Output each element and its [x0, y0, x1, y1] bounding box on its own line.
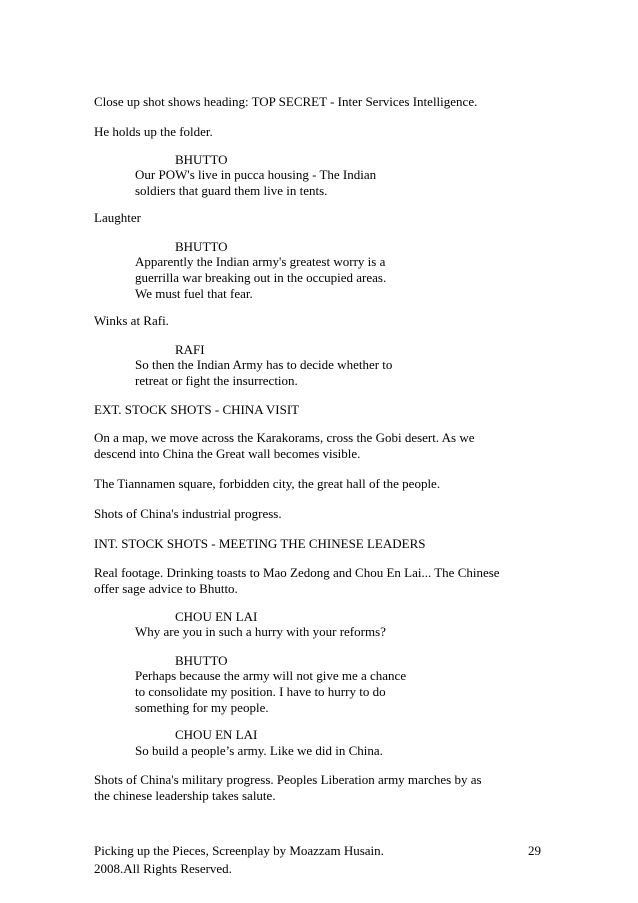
action-line: Shots of China's military progress. Peoples Liberation army marches by as: [94, 772, 482, 787]
character-name: CHOU EN LAI: [175, 609, 258, 624]
action-line: Laughter: [94, 210, 141, 225]
action-line: the chinese leadership takes salute.: [94, 788, 276, 803]
dialogue-line: Perhaps because the army will not give me a chance: [135, 668, 407, 683]
dialogue-line: Our POW's live in pucca housing - The Indian: [135, 167, 377, 182]
action-line: Shots of China's industrial progress.: [94, 506, 282, 521]
character-name: BHUTTO: [175, 653, 228, 668]
character-name: CHOU EN LAI: [175, 727, 258, 742]
action-line: He holds up the folder.: [94, 124, 213, 139]
page-footer: [94, 842, 384, 878]
action-line: offer sage advice to Bhutto.: [94, 581, 238, 596]
dialogue-line: We must fuel that fear.: [135, 286, 253, 301]
action-line: Winks at Rafi.: [94, 313, 169, 328]
dialogue-line: guerrilla war breaking out in the occupied areas.: [135, 270, 387, 285]
scene-heading: INT. STOCK SHOTS - MEETING THE CHINESE LEADERS: [94, 536, 426, 551]
dialogue-line: Apparently the Indian army's greatest worry is a: [135, 254, 386, 269]
footer-credit: Picking up the Pieces, Screenplay by Moazzam Husain.: [94, 843, 384, 858]
character-name: RAFI: [175, 342, 205, 357]
action-line: On a map, we move across the Karakorams, cross the Gobi desert. As we: [94, 430, 475, 445]
action-line: Real footage. Drinking toasts to Mao Zedong and Chou En Lai... The Chinese: [94, 565, 500, 580]
action-line: descend into China the Great wall becomes visible.: [94, 446, 361, 461]
dialogue-line: So build a people’s army. Like we did in China.: [135, 743, 383, 758]
dialogue-line: Why are you in such a hurry with your reforms?: [135, 624, 386, 639]
dialogue-line: retreat or fight the insurrection.: [135, 373, 298, 388]
dialogue-line: something for my people.: [135, 700, 269, 715]
scene-heading: EXT. STOCK SHOTS - CHINA VISIT: [94, 402, 300, 417]
dialogue-line: soldiers that guard them live in tents.: [135, 183, 328, 198]
action-line: Close up shot shows heading: TOP SECRET - Inter Services Intelligence.: [94, 94, 478, 109]
action-line: The Tiannamen square, forbidden city, the great hall of the people.: [94, 476, 441, 491]
character-name: BHUTTO: [175, 152, 228, 167]
dialogue-line: So then the Indian Army has to decide whether to: [135, 357, 393, 372]
dialogue-line: to consolidate my position. I have to hurry to do: [135, 684, 386, 699]
footer-copyright: 2008.All Rights Reserved.: [94, 861, 232, 876]
character-name: BHUTTO: [175, 239, 228, 254]
page-number: 29: [528, 843, 541, 858]
